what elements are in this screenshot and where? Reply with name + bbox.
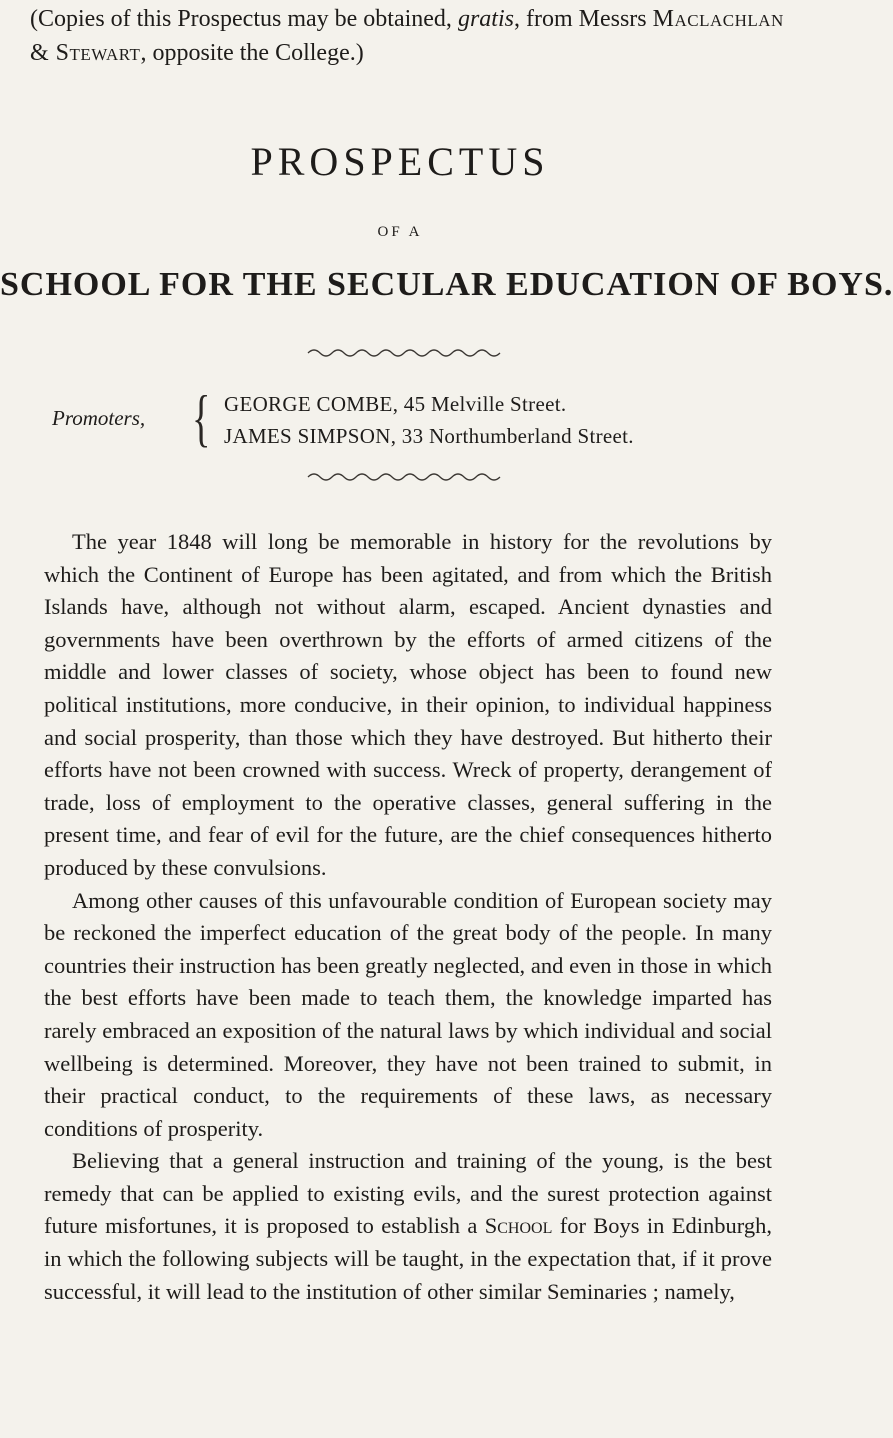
notice-firm-1: Maclachlan: [652, 6, 784, 32]
paragraph: Among other causes of this unfavourable condition of European society may be reckoned the imperfect education of the great body of the people. In many countries their instruction has been greatly neglected, and even in those in which the best efforts have been made to teach them, the knowledge imparted has rarely embraced an exposition of the natural laws by which individual and social wellbeing is determined. Moreover, they have not been trained to submit, in their practical conduct, to the requirements of these laws, as necessary conditions of prosperity.: [44, 887, 772, 1141]
paragraph: The year 1848 will long be memorable in history for the revolutions by which the Continent of Europe has been agitated, and from which the British Islands have, although not without alarm, escaped. Ancient dynasties and governments have been overthrown by the efforts of armed citizens of the middle and lower classes of society, whose object has been to found new political institutions, more conducive, in their opinion, to individual happiness and social prosperity, than those which they have destroyed. But hitherto their efforts have not been crowned with success. Wreck of property, derangement of trade, loss of employment to the operative classes, general suffering in the present time, and fear of evil for the future, are the chief consequences hitherto produced by these convulsions.: [44, 529, 772, 880]
school-heading: SCHOOL FOR THE SECULAR EDUCATION OF BOYS.: [0, 266, 893, 303]
notice-gratis: gratis: [457, 6, 514, 32]
promoter-line: JAMES SIMPSON, 33 Northumberland Street.: [224, 424, 634, 448]
school-word: School: [484, 1213, 553, 1239]
wavy-rule-ornament: [306, 470, 502, 484]
notice-text-mid: , from Messrs: [513, 6, 653, 32]
wavy-rule-ornament: [306, 346, 502, 360]
brace-glyph: {: [192, 382, 211, 453]
notice-text-end: , opposite the College.): [140, 40, 364, 66]
notice-text-start: (Copies of this Prospectus may be obtained,: [30, 6, 458, 32]
body-text: [44, 526, 772, 1308]
availability-notice: [30, 2, 790, 70]
paragraph-text: for Boys in Edinburgh, in which the following subjects will be taught, in the expectation that, if it prove successful, it will lead to the institution of other similar Seminaries ; namely,: [44, 1213, 772, 1304]
promoter-line: GEORGE COMBE, 45 Melville Street.: [224, 392, 567, 416]
notice-amp: &: [30, 40, 56, 66]
promoters-block: [52, 382, 792, 458]
promoters-label: Promoters,: [52, 406, 146, 430]
paragraph-text: Believing that a general instruction and training of the young, is the best remedy that can be applied to existing evils, and the surest protection against future misfortunes, it is proposed to establish a: [44, 1148, 772, 1239]
subtitle-of-a: OF A: [377, 224, 423, 240]
notice-firm-2: Stewart: [55, 40, 141, 66]
document-title: PROSPECTUS: [250, 139, 550, 184]
paragraph: [44, 1145, 772, 1308]
